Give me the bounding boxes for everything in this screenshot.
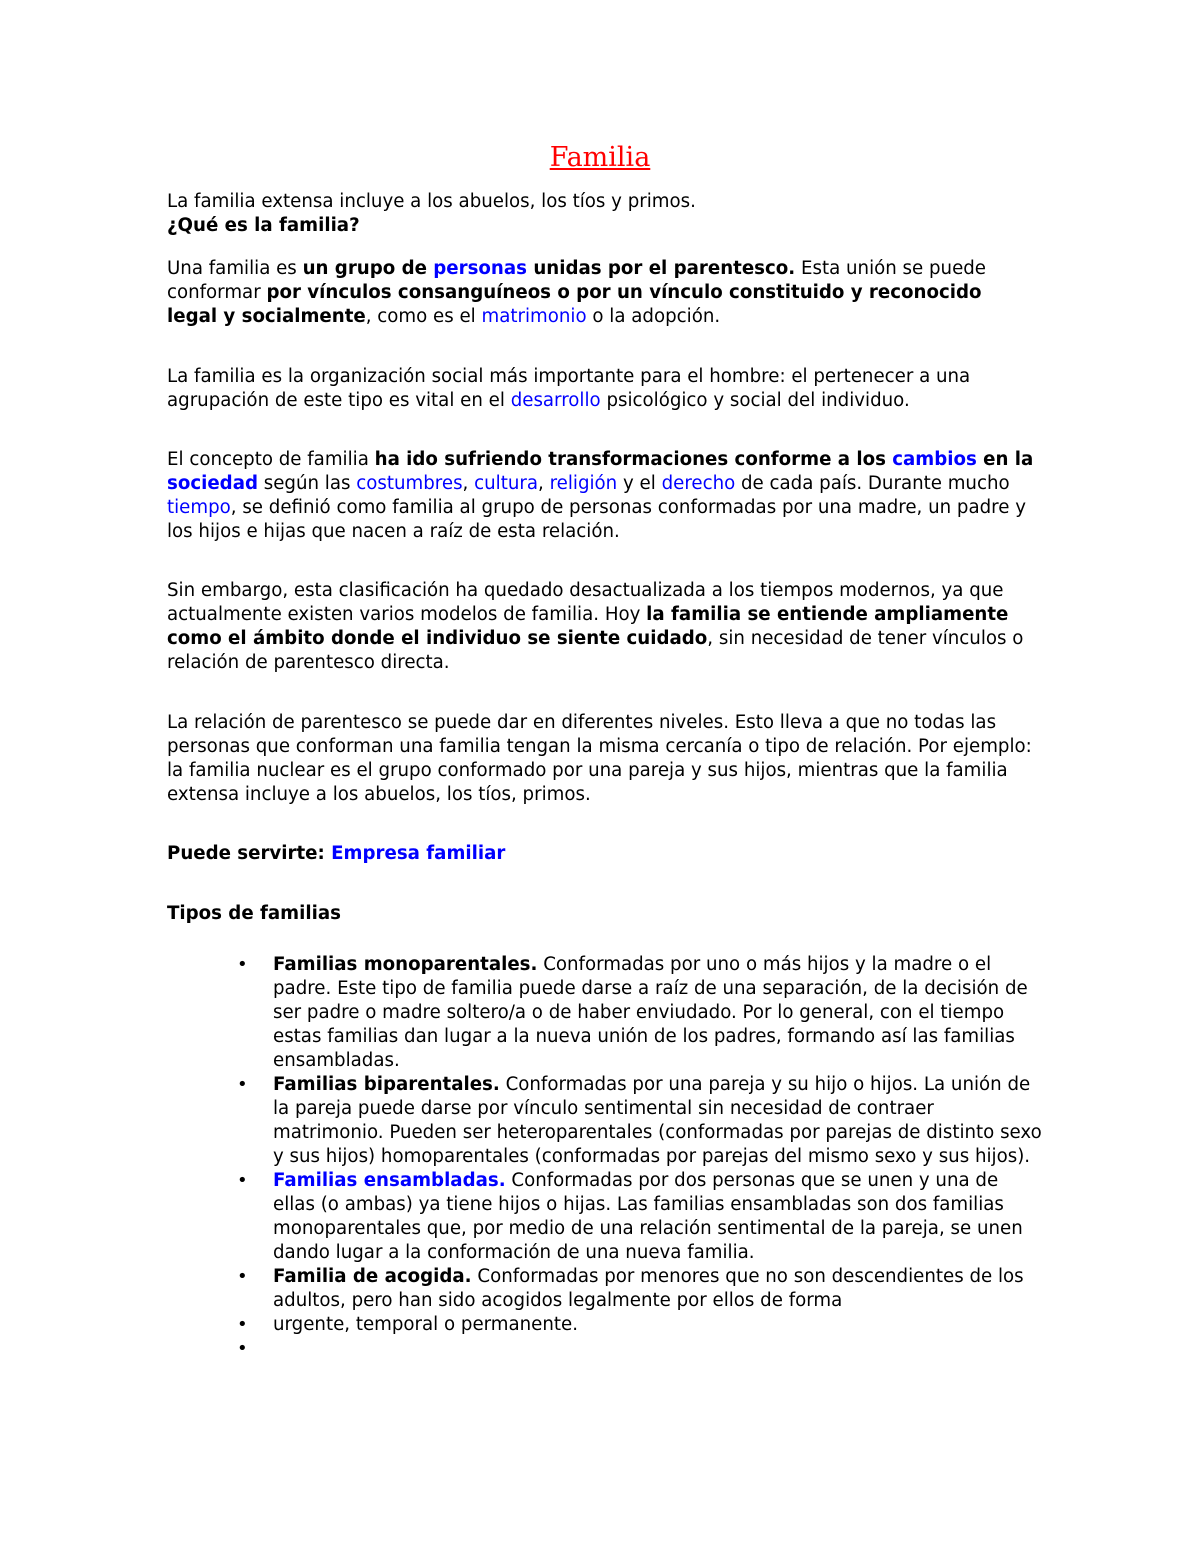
type-description: urgente, temporal o permanente. [273, 1314, 579, 1335]
bullet-icon: • [237, 1314, 248, 1335]
type-name: Familias monoparentales. [273, 954, 538, 975]
p1-bold-1: un grupo de [302, 258, 434, 279]
list-item [167, 1313, 1042, 1337]
p3-text-1: El concepto de familia [167, 449, 375, 470]
bullet-icon: • [237, 1170, 248, 1191]
type-description: Conformadas por menores que no son descendientes de los adultos, pero han sido acogidos legalmente por ellos de forma [273, 1266, 1024, 1311]
type-name: Familias biparentales. [273, 1074, 500, 1095]
p3-text-3: , [462, 473, 475, 494]
p1-text-1: Una familia es [167, 258, 303, 279]
link-familias-ensambladas[interactable]: Familias ensambladas. [273, 1170, 506, 1191]
question-heading: ¿Qué es la familia? [167, 215, 360, 236]
link-matrimonio[interactable]: matrimonio [481, 306, 587, 327]
p3-bold-1: ha ido sufriendo transformaciones conforme a los [374, 449, 893, 470]
p3-text-7: , se definió como familia al grupo de personas conformadas por una madre, un padre y los hijos e hijas que nacen a raíz de esta relación. [167, 497, 1026, 542]
paragraph-kinship: La relación de parentesco se puede dar en diferentes niveles. Esto lleva a que no todas las personas que conforman una familia tengan la misma cercanía o tipo de relación. Por ejemplo: la familia nuclear es el grupo conformado por una pareja y sus hijos, mientras que la familia extensa incluye a los abuelos, los tíos, primos. [167, 712, 1032, 805]
type-description: Conformadas por una pareja y su hijo o hijos. La unión de la pareja puede darse por vínculo sentimental sin necesidad de contraer matrimonio. Pueden ser heteroparentales (conformadas por parejas de distinto sexo y sus hijos) homoparentales (conformadas por parejas del mismo sexo y sus hijos). [273, 1074, 1042, 1167]
p3-text-5: y el [617, 473, 662, 494]
link-cambios[interactable]: cambios [892, 449, 977, 470]
type-name: Familia de acogida. [273, 1266, 472, 1287]
p4-bold-1: la familia se entiende ampliamente como el ámbito donde el individuo se siente cuidado [167, 604, 1009, 649]
p4-text-2: , sin necesidad de tener vínculos o relación de parentesco directa. [167, 628, 1024, 673]
list-item [167, 1337, 1042, 1361]
p3-bold-2: en la [976, 449, 1034, 470]
bullet-icon: • [237, 1266, 248, 1287]
intro-text: La familia extensa incluye a los abuelos, los tíos y primos. [167, 191, 696, 212]
family-types-list [167, 953, 1042, 1361]
related-link-line [167, 842, 1037, 866]
link-religion[interactable]: religión [549, 473, 618, 494]
bullet-icon: • [237, 1074, 248, 1095]
p1-bold-3: por vínculos consanguíneos o por un vínculo constituido y reconocido legal y socialmente [167, 282, 982, 327]
types-heading: Tipos de familias [167, 903, 341, 924]
bullet-icon: • [237, 954, 248, 975]
link-personas[interactable]: personas [433, 258, 527, 279]
link-derecho[interactable]: derecho [661, 473, 736, 494]
list-item [167, 1073, 1042, 1169]
page-title: Familia [549, 142, 651, 173]
p1-bold-2: unidas por el parentesco. [526, 258, 796, 279]
paragraph-modern [167, 579, 1037, 675]
link-desarrollo[interactable]: desarrollo [510, 390, 601, 411]
paragraph-organization [167, 365, 1037, 413]
type-description: Conformadas por uno o más hijos y la madre o el padre. Este tipo de familia puede darse a raíz de una separación, de la decisión de ser padre o madre soltero/a o de haber enviudado. Por lo general, con el tiempo estas familias dan lugar a la nueva unión de los padres, formando así las familias ensambladas. [273, 954, 1028, 1071]
p3-text-2: según las [257, 473, 357, 494]
p3-text-6: de cada país. Durante mucho [735, 473, 1010, 494]
bullet-icon: • [237, 1338, 248, 1359]
p2-text-2: psicológico y social del individuo. [600, 390, 910, 411]
link-sociedad[interactable]: sociedad [167, 473, 258, 494]
link-empresa-familiar[interactable]: Empresa familiar [331, 843, 506, 864]
link-tiempo[interactable]: tiempo [167, 497, 231, 518]
p1-text-3: , como es el [365, 306, 482, 327]
p1-text-2: Esta unión se puede conformar [167, 258, 986, 303]
list-item [167, 953, 1042, 1073]
p1-text-4: o la adopción. [586, 306, 721, 327]
link-cultura[interactable]: cultura [474, 473, 538, 494]
paragraph-concept [167, 448, 1037, 544]
type-description: Conformadas por dos personas que se unen y una de ellas (o ambas) ya tiene hijos o hijas. Las familias ensambladas son dos familias monoparentales que, por medio de una relación sentimental de la pareja, se unen dando lugar a la conformación de una nueva familia. [273, 1170, 1023, 1263]
related-label: Puede servirte: [167, 843, 332, 864]
link-costumbres[interactable]: costumbres [356, 473, 463, 494]
p4-text-1: Sin embargo, esta clasificación ha quedado desactualizada a los tiempos modernos, ya que actualmente existen varios modelos de familia. Hoy [167, 580, 1004, 625]
list-item [167, 1169, 1042, 1265]
intro-paragraph [167, 190, 1037, 238]
paragraph-definition [167, 257, 1037, 329]
p3-text-4: , [538, 473, 550, 494]
list-item [167, 1265, 1042, 1313]
p2-text-1: La familia es la organización social más importante para el hombre: el pertenecer a una agrupación de este tipo es vital en el [167, 366, 971, 411]
